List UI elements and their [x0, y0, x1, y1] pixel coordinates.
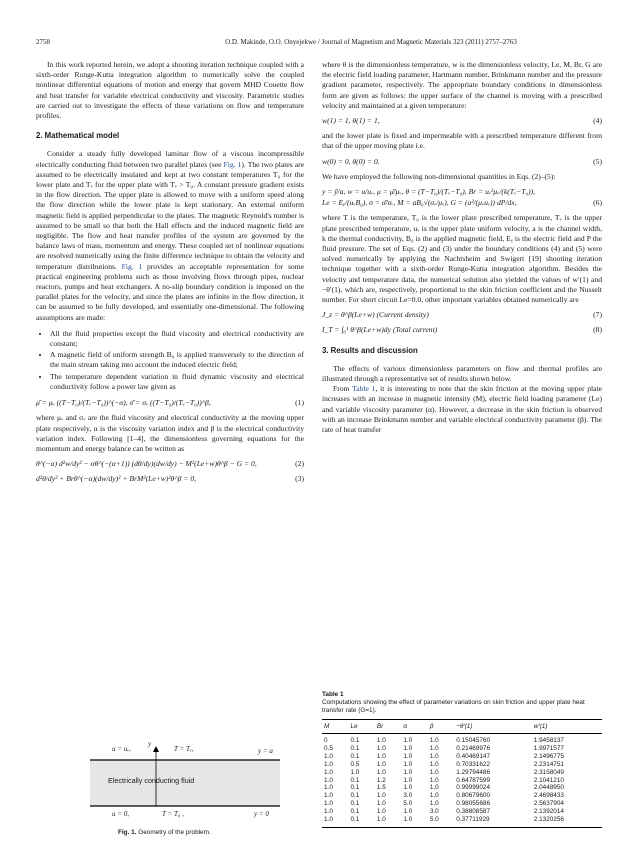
- lower-y-label: y = 0: [254, 810, 269, 818]
- table-1-link[interactable]: Table 1: [352, 384, 376, 394]
- y-axis-arrow: [153, 746, 159, 752]
- table-cell: 0.37711929: [454, 816, 532, 827]
- table-cell: 1.0: [403, 776, 413, 784]
- table-cell: 1.0: [322, 816, 348, 827]
- table-cell: 2.3158049: [533, 768, 564, 776]
- column-header: β: [428, 720, 454, 734]
- table-cell: 3.0: [429, 808, 439, 816]
- table-cell: 1.0: [324, 768, 333, 776]
- table-cell: 2.1041210: [533, 776, 564, 784]
- results-paragraph-2: From Table 1, it is interesting to note that the skin friction at the moving upper plate increases with an increase in magnetic intensity (M), electric field loading parameter (Le) and variable viscosity parameter (α). However, a decrease in the skin friction is observed with an increase Brinkmann number and variable electrical conductivity parameter (β). The rate of heat transfer: [322, 384, 603, 435]
- column-header: −θ′(1): [454, 720, 532, 734]
- table-cell: 1.0: [403, 737, 413, 744]
- equation-5: w(0) = 0, θ(0) = 0. (5): [322, 156, 602, 166]
- table-cell: 1.5: [376, 784, 386, 792]
- table-row: [322, 753, 602, 761]
- table-cell: 1.0: [376, 752, 386, 760]
- column-header: α: [401, 720, 427, 734]
- table-cell: 5.0: [403, 800, 413, 808]
- upper-y-label: y = a: [258, 747, 273, 755]
- right-paragraph-1: where θ is the dimensionless temperature, w is the dimensionless velocity, Le, M, Br, G are the electric field loading parameter, Hartmann number, Brinkmann number and the pressure gradient parameter, respectively. The appropriate boundary conditions in dimensionless form are given as follows: the upper surface of the channel is moving with a prescribed velocity and maintained at a given temperature:: [322, 60, 602, 110]
- assumption-item: • A magnetic field of uniform strength B₀ is applied transversely to the direction of the main stream taking into account the induced electric field;: [50, 350, 304, 370]
- table-cell: 0.1: [350, 808, 360, 816]
- lower-temperature-label: T = T₀ ,: [162, 810, 184, 818]
- page-number: 2758: [36, 38, 50, 46]
- table-row: [322, 808, 602, 816]
- table-cell: 1.0: [324, 760, 333, 768]
- fluid-label: Electrically conducting fluid: [108, 776, 195, 785]
- table-cell: 1.0: [376, 760, 386, 768]
- table-cell: 1.0: [324, 752, 333, 760]
- table-cell: 2.1320256: [532, 816, 602, 827]
- section-3-title: 3. Results and discussion: [322, 345, 418, 355]
- assumption-item: • The temperature dependent variation in fluid dynamic viscosity and electrical conductivity follow a power law given as: [50, 372, 304, 392]
- table-cell: 2.5637904: [533, 800, 564, 808]
- equation-6a: y = ȳ/a, w = u/uᵥ, μ = μ̄/μᵥ, θ = (T−T₀)/(Tᵥ−T₀), Br = uᵥ²μᵥ/(k(Tᵥ−T₀)),: [322, 187, 536, 197]
- table-cell: 0: [324, 737, 328, 744]
- table-cell: 1.2: [376, 776, 386, 784]
- table-cell: 1.0: [376, 768, 386, 776]
- table-cell: 0.70331622: [456, 760, 491, 768]
- column-header: M: [322, 720, 348, 734]
- column-header: Le: [348, 720, 374, 734]
- table-cell: 2.1392014: [533, 808, 564, 816]
- table-cell: 1.0: [429, 784, 439, 792]
- table-cell: 1.0: [429, 760, 439, 768]
- table-cell: 1.0: [403, 760, 413, 768]
- table-cell: 1.0: [376, 792, 386, 800]
- table-cell: 1.0: [429, 768, 439, 776]
- y-axis-label: y: [148, 740, 152, 748]
- table-cell: 3.0: [403, 792, 413, 800]
- table-cell: 0.21469976: [456, 744, 491, 752]
- table-row: [322, 792, 602, 800]
- column-header: w′(1): [532, 720, 602, 734]
- table-cell: 1.0: [324, 776, 333, 784]
- table-cell: 0.1: [350, 792, 360, 800]
- table-cell: 0.80679600: [456, 792, 491, 800]
- results-table: [322, 719, 602, 828]
- table-cell: 1.0: [429, 800, 439, 808]
- table-cell: 0.38808587: [456, 808, 491, 816]
- table-cell: 1.0: [350, 768, 360, 776]
- equation-6b: Le = Eᵧ/(uᵥB₀), σ = σ̄/σᵥ, M = aB₀√(σᵥ/μᵥ), G = (a²/(μᵥuᵥ)) dP/dx, (6): [322, 198, 602, 208]
- table-cell: 1.9971577: [533, 744, 564, 752]
- table-row: [322, 777, 602, 785]
- table-cell: 0.1: [350, 776, 360, 784]
- table-cell: 1.0: [324, 784, 333, 792]
- upper-temperature-label: T = Tᵥ,: [174, 745, 194, 753]
- table-cell: 1.0: [324, 808, 333, 816]
- table-1: [322, 691, 602, 828]
- table-cell: 0.5: [350, 760, 360, 768]
- right-paragraph-3: We have employed the following non-dimensional quantities in Eqs. (2)–(5):: [322, 171, 556, 181]
- table-cell: 1.0: [429, 776, 439, 784]
- table-header-row: [322, 720, 602, 734]
- table-cell: 1.0: [403, 768, 413, 776]
- right-paragraph-2: and the lower plate is fixed and impermeable with a prescribed temperature different from that of the upper moving plate i.e.: [322, 131, 602, 151]
- table-cell: 1.0: [403, 784, 413, 792]
- table-cell: 1.0: [376, 808, 386, 816]
- table-row: [322, 816, 602, 827]
- table-label: Table 1: [322, 691, 344, 698]
- table-cell: 2.4698433: [533, 792, 564, 800]
- section-2-title: 2. Mathematical model: [36, 131, 120, 141]
- table-cell: 0.15045760: [456, 737, 491, 744]
- table-cell: 0.1: [350, 800, 360, 808]
- table-cell: 0.1: [348, 816, 374, 827]
- table-cell: 1.0: [429, 737, 439, 744]
- lower-velocity-label: u = 0,: [112, 810, 129, 818]
- table-cell: 1.0: [429, 792, 439, 800]
- table-cell: 1.0: [376, 737, 386, 744]
- table-cell: 5.0: [428, 816, 454, 827]
- table-cell: 1.0: [403, 752, 413, 760]
- table-cell: 0.5: [324, 744, 333, 752]
- results-paragraph-1: The effects of various dimensionless parameters on flow and thermal profiles are illustrated through a representative set of results shown below.: [322, 363, 602, 384]
- table-row: [322, 784, 602, 792]
- assumption-item: • All the fluid properties except the fluid viscosity and electrical conductivity are constant;: [50, 329, 304, 349]
- table-cell: 0.99999024: [456, 784, 491, 792]
- table-row: [322, 734, 602, 745]
- column-header: Br: [375, 720, 401, 734]
- model-paragraph: Consider a steady fully developed laminar flow of a viscous incompressible electrically conducting fluid between two parallel plates (see Fig. 1). The two plates are assumed to be electrically insulated and kept at two constant temperatures T₀ for the lower plate and Tᵥ for the upper plate with Tᵥ > T₀. A constant pressure gradient exists in the flow direction. The upper plate is allowed to move with a uniform speed along the flow direction while the lower plate is kept stationary. An external uniform magnetic field is applied perpendicular to the plates. The magnetic Reynold's number is assumed to be small so that both the Hall effects and the induced magnetic field are negligible. The flow and heat transfer profiles of the system are governed by the balance laws of mass, momentum and energy. These coupled set of nonlinear equations are resolved numerically using the finite difference technique to obtain the velocity and temperature distributions. Fig. 1 provides an acceptable representation for some practical engineering problems such as those involving flows through pipes, nuclear reactors, pumps and heat exchangers. A no-slip boundary condition is imposed on the parallel plates for the velocity, and since the plates are infinite in the flow direction, it can be assumed to be fully developed, and essentially one-dimensional. The following assumptions are made:: [36, 149, 305, 322]
- table-cell: 1.0: [376, 800, 386, 808]
- table-row: [322, 800, 602, 808]
- table-cell: 0.1: [350, 737, 360, 744]
- figure-1: [90, 738, 290, 828]
- after-eq1-paragraph: where μᵥ and σᵥ are the fluid viscosity and electrical conductivity at the moving upper plate respectively, α is the viscosity variation index and β is the electrical conductivity variation index. Following [1–4], the dimensionless governing equations for the momentum and energy balance can be written as: [36, 413, 304, 453]
- fig-1-link-2[interactable]: Fig. 1: [121, 261, 143, 271]
- table-cell: 1.0: [324, 792, 333, 800]
- table-cell: 1.0: [403, 744, 413, 752]
- intro-paragraph: In this work reported herein, we adopt a shooting iteration technique coupled with a sixth-order Runge-Kutta integration algorithm to numerically solve the coupled nonlinear differential equations of motion and energy that govern MHD Couette flow and heat transfer for variable electrical conductivity and viscosity. Parametric studies are carried out to investigate the effects of these variations on flow and temperature profiles.: [36, 60, 304, 121]
- table-cell: 0.98055686: [456, 800, 491, 808]
- table-cell: 0.64787599: [456, 776, 491, 784]
- table-cell: 1.0: [429, 752, 439, 760]
- table-row: [322, 745, 602, 753]
- fig-1-link[interactable]: Fig. 1: [223, 159, 242, 169]
- table-cell: 2.0448950: [533, 784, 564, 792]
- table-cell: 1.0: [324, 800, 333, 808]
- assumption-list: [36, 329, 304, 392]
- table-cell: 0.40469147: [456, 752, 491, 760]
- upper-velocity-label: u = uᵥ,: [112, 745, 131, 753]
- table-row: [322, 761, 602, 769]
- right-column: [322, 60, 602, 435]
- table-cell: 0.1: [350, 752, 360, 760]
- equation-1: μ̄ = μᵥ ((T−T₀)/(Tᵥ−T₀))^(−α), σ̄ = σᵥ ((T−T₀)/(Tᵥ−T₀))^β, (1): [36, 398, 304, 408]
- table-cell: 1.0: [401, 816, 427, 827]
- table-cell: 2.2314751: [533, 760, 564, 768]
- table-cell: 1.0: [375, 816, 401, 827]
- table-cell: 1.9458137: [533, 737, 564, 744]
- left-column: [36, 60, 304, 490]
- equation-8: I_T = ∫₀¹ θ^β(Le+w)dy (Total current) (8): [322, 325, 602, 335]
- table-cell: 1.0: [376, 744, 386, 752]
- equation-4: w(1) = 1, θ(1) = 1, (4): [322, 116, 602, 126]
- table-cell: 1.29794486: [456, 768, 491, 776]
- table-cell: 1.0: [429, 744, 439, 752]
- equation-7: J_z = θ^β(Le+w) (Current density) (7): [322, 310, 602, 320]
- running-title: O.D. Makinde, O.O. Onyejekwe / Journal of Magnetism and Magnetic Materials 323 (2011) 2757–2763: [225, 38, 517, 46]
- figure-1-caption: Fig. 1. Geometry of the problem.: [118, 829, 211, 836]
- right-paragraph-4: where T is the temperature, T₀ is the lower plate prescribed temperature, Tᵥ is the upper plate prescribed temperature, uᵥ is the upper plate uniform velocity, a is the channel width, k the thermal conductivity, B₀ is the applied magnetic field, Eᵧ is the electric field and P the fluid pressure. The set of Eqs. (2) and (3) under the boundary conditions (4) and (5) were solved numerically by applying the Nachtsheim and Swigert [19] shooting iteration technique together with a sixth-order Runge-Kutta integration algorithm. Besides the velocity and temperature data, the numerical solution also yielded the values of w′(1) and −θ′(1), which are, respectively, proportional to the skin friction coefficient and the Nusselt number. For short circuit Le=0.0, other important variables obtained numerically are: [322, 213, 602, 305]
- table-caption: Computations showing the effect of parameter variations on skin friction and upper plate heat transfer rate (G=1).: [322, 699, 585, 714]
- table-cell: 1.0: [403, 808, 413, 816]
- table-cell: 0.1: [350, 744, 360, 752]
- equation-3: d²θ/dy² + Brθ^(−α)(dw/dy)² + BrM²(Le+w)²θ^β = 0, (3): [36, 474, 304, 484]
- table-row: [322, 769, 602, 777]
- table-cell: 2.1496775: [533, 752, 564, 760]
- equation-2: θ^(−α) d²w/dy² − αθ^(−(α+1)) (dθ/dy)(dw/dy) − M²(Le+w)θ^β − G = 0, (2): [36, 459, 304, 469]
- table-cell: 0.1: [350, 784, 360, 792]
